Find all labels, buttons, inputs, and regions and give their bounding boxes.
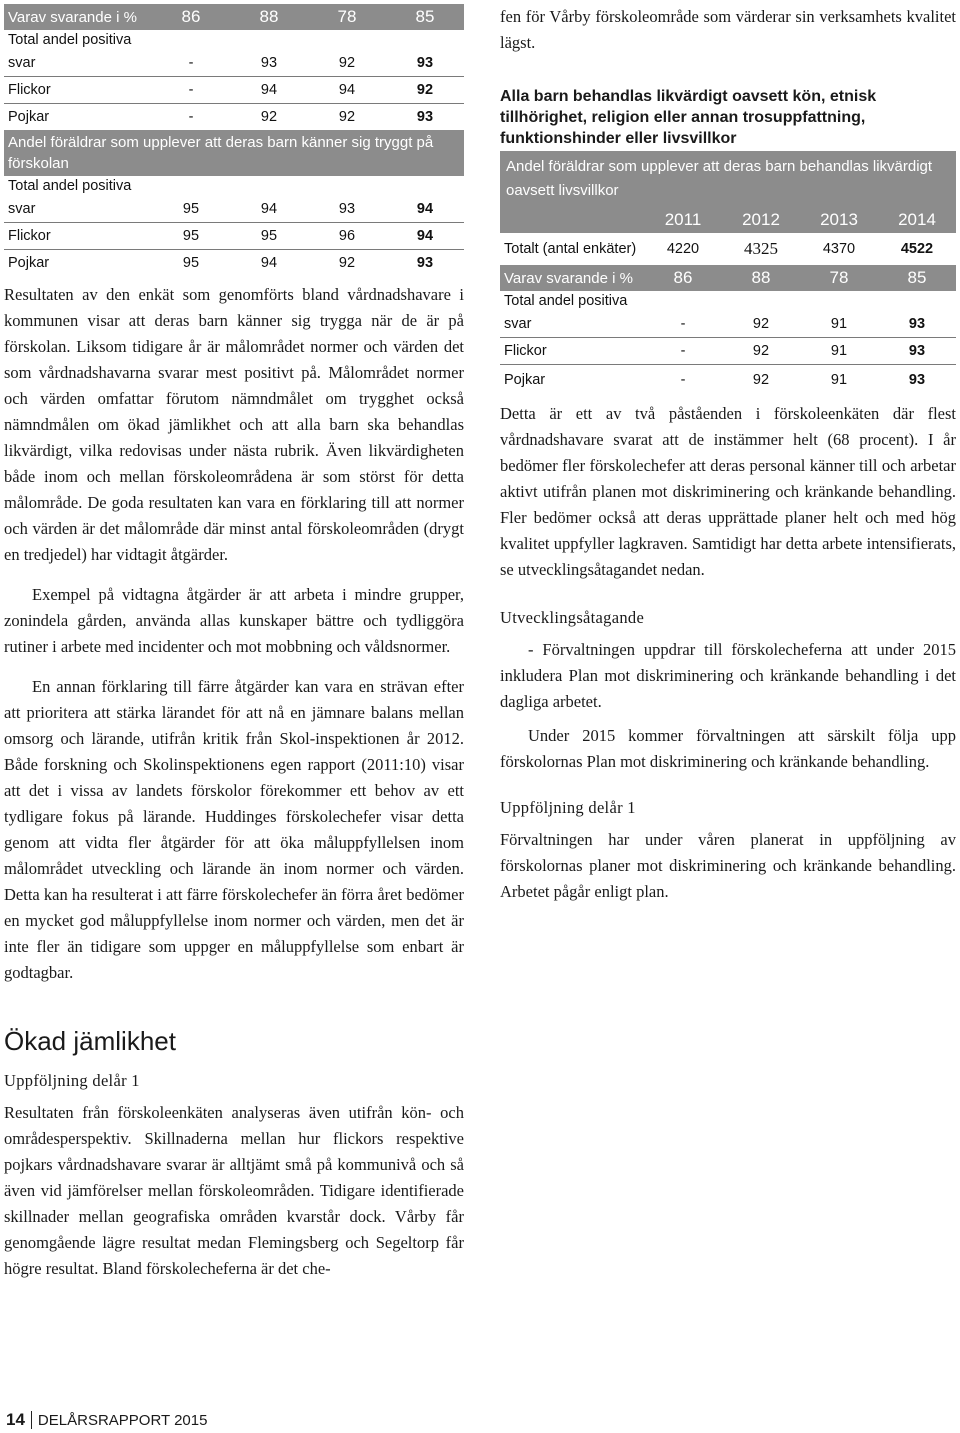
cell: -: [152, 77, 230, 104]
body-paragraph: Exempel på vidtagna åtgärder är att arbeta i mindre grupper, zonindela gården, använda allas kunskaper bättre och tydliggöra rutiner i arbete med incidenter och mot mobbning och våldsnormer.: [4, 585, 464, 656]
cell: 95: [152, 196, 230, 223]
section-heading: Alla barn behandlas likvärdigt oavsett kön, etnisk tillhörighet, religion eller annan trosuppfattning, funktionshinder eller livsvillkor: [500, 88, 877, 147]
cell: 4370: [822, 241, 856, 257]
year-header: 2012: [722, 207, 800, 233]
cell: 94: [386, 223, 464, 250]
cell: 93: [386, 50, 464, 77]
year-header: 2014: [878, 207, 956, 233]
body-paragraph: Resultaten av den enkät som genomförts bland vårdnadshavare i kommunen visar att deras barn känner sig trygga när de är på förskolan. Liksom tidigare år är målområdet normer och värden det som vårdnadshavarna svarar mest positivt på. Målområdet normer och värden omfattar förutom nämndmålet om trygghet också nämndmålen om ökad jämlikhet och att alla barn ska behandlas likvärdigt, vilka redovisas under nästa rubrik. Även likvärdigheten både inom och mellan förskoleområdena är som störst för detta målområde. De goda resultaten kan vara en förklaring till att normer och värden är det målområde där minst antal förskoleområden (drygt en tredjedel) har vidtagit åtgärder.: [4, 285, 464, 564]
cell: 95: [182, 255, 200, 271]
cell: 96: [308, 223, 386, 250]
table-row: [500, 338, 956, 365]
cell: 93: [878, 338, 956, 365]
body-paragraph: Förvaltningen har under våren planerat in uppföljning av förskolornas planer mot diskriminering och kränkande behandling. Arbetet pågår enligt plan.: [500, 829, 956, 901]
page-footer: [6, 1411, 207, 1429]
table-header-value: 78: [308, 4, 386, 30]
cell: 93: [416, 255, 434, 271]
subsection-heading: Utvecklingsåtagande: [500, 607, 645, 627]
cell: 4325: [744, 239, 778, 258]
cell: 91: [800, 311, 878, 338]
cell: 91: [830, 371, 848, 388]
section-heading: Ökad jämlikhet: [4, 1026, 176, 1056]
row-label-top: Total andel positiva: [4, 176, 464, 196]
row-label: Flickor: [4, 77, 152, 104]
table-header-value: 78: [800, 265, 878, 291]
cell: -: [152, 50, 230, 77]
table-row: [4, 50, 464, 77]
year-header: 2011: [644, 207, 722, 233]
row-label: svar: [4, 196, 152, 223]
cell: 93: [908, 371, 926, 388]
cell: 95: [152, 223, 230, 250]
report-title: DELÅRSRAPPORT 2015: [37, 1411, 208, 1429]
table-header-label: Varav svarande i %: [4, 4, 152, 30]
cell: 92: [386, 77, 464, 104]
table-header-value: 86: [152, 4, 230, 30]
cell: 94: [230, 196, 308, 223]
table-row: [4, 223, 464, 250]
cell: -: [188, 109, 194, 125]
cell: 92: [722, 338, 800, 365]
table-row: [500, 365, 956, 395]
row-label: svar: [500, 311, 644, 338]
subsection-heading: Uppföljning delår 1: [4, 1071, 140, 1090]
body-paragraph: Under 2015 kommer förvaltningen att särskilt följa upp förskolornas Plan mot diskriminering och kränkande behandling.: [500, 725, 956, 771]
row-label: Pojkar: [504, 371, 546, 388]
cell: 94: [308, 77, 386, 104]
year-header: 2013: [800, 207, 878, 233]
cell: 92: [338, 109, 356, 125]
cell: 4522: [900, 241, 934, 257]
body-paragraph: Resultaten från förskoleenkäten analyseras även utifrån kön- och områdesperspektiv. Skillnaderna mellan hur flickors respektive pojkars vårdnadshavare svarar är alltjämt små på kommunivå och så även vid jämförelser mellan förskoleområden. Tidigare identifierade skillnader mellan geografiska områden kvarstår dock. Vårby får genomgående lägre resultat medan Flemingsberg och Segeltorp får högre resultat. Bland förskolecheferna är det che-: [4, 1103, 464, 1278]
cell: 94: [230, 77, 308, 104]
row-label-top: Total andel positiva: [4, 30, 464, 50]
cell: -: [644, 311, 722, 338]
table-row: [4, 196, 464, 223]
cell: 92: [260, 109, 278, 125]
table-header-value: 88: [230, 4, 308, 30]
table-header-value: 85: [878, 265, 956, 291]
right-column: [500, 4, 956, 905]
cell: 95: [230, 223, 308, 250]
body-paragraph: - Förvaltningen uppdrar till förskolecheferna att under 2015 inkludera Plan mot diskriminering och kränkande behandling i det dagliga arbetet.: [500, 639, 956, 711]
cell: 93: [308, 196, 386, 223]
row-label-top: Total andel positiva: [500, 291, 956, 311]
body-paragraph: Detta är ett av två påståenden i förskoleenkäten där flest vårdnadshavare svarat att de instämmer helt (68 procent). I år bedömer fler förskolechefer att deras personal känner till och arbetar aktivt utifrån planen mot diskriminering och kränkande behandling. Fler bedömer också att deras upprättade planer helt och med hög kvalitet uppfyller lagkraven. Samtidigt har detta arbete intensifierats, se utvecklingsåtagandet nedan.: [500, 403, 956, 579]
cell: 92: [752, 371, 770, 388]
table-row: [4, 77, 464, 104]
cell: 93: [416, 109, 434, 125]
table-header-value: 88: [722, 265, 800, 291]
cell: 93: [878, 311, 956, 338]
page-number: 14: [6, 1411, 32, 1429]
table-header-value: 86: [644, 265, 722, 291]
row-label: Pojkar: [8, 255, 50, 271]
row-label: svar: [4, 50, 152, 77]
table-section-title: Andel föräldrar som upplever att deras barn känner sig tryggt på förskolan: [4, 130, 464, 176]
table-row: [4, 250, 464, 277]
cell: -: [680, 371, 686, 388]
table-header-value: 85: [386, 4, 464, 30]
left-column: [4, 4, 464, 1282]
cell: 91: [800, 338, 878, 365]
row-label: Totalt (antal enkäter): [504, 241, 637, 257]
table-title: Andel föräldrar som upplever att deras barn behandlas likvärdigt oavsett livsvillkor: [500, 151, 956, 207]
subsection-heading: Uppföljning delår 1: [500, 797, 636, 817]
cell: 94: [260, 255, 278, 271]
cell: 93: [230, 50, 308, 77]
table-row: [4, 104, 464, 131]
cell: 4220: [666, 241, 700, 257]
row-label: Pojkar: [8, 109, 50, 125]
row-label: Flickor: [4, 223, 152, 250]
cell: 92: [308, 50, 386, 77]
body-paragraph: fen för Vårby förskoleområde som värderar sin verksamhets kvalitet lägst.: [500, 7, 956, 52]
table-row: [500, 311, 956, 338]
cell: 92: [338, 255, 356, 271]
left-stats-table: [4, 4, 464, 276]
cell: -: [644, 338, 722, 365]
cell: 94: [386, 196, 464, 223]
table-header-label: Varav svarande i %: [500, 265, 644, 291]
table-row: [500, 233, 956, 265]
body-paragraph: En annan förklaring till färre åtgärder kan vara en strävan efter att prioritera att stärka lärandet för att nå en jämnare balans mellan omsorg och lärande, utifrån kritik från Skol-inspektionen år 2012. Både forskning och Skolinspektionens egen rapport (2011:10) visar att det i vissa av landets förskolor förekommer ett behov av ett tydligare fokus på lärande. Huddinges förskolechefer visar detta genom att vidta fler åtgärder för att öka måluppfyllelsen inom målområdet utveckling och lärande än inom normer och värden. Detta kan ha resulterat i att färre förskolechefer än förra året bedömer en mycket god måluppfyllelse inom normer och värden, men det är inte fler än tidigare som uppger en måluppfyllelse som enbart är godtagbar.: [4, 677, 464, 982]
empty-cell: [500, 207, 644, 233]
cell: 92: [722, 311, 800, 338]
right-stats-table: [500, 151, 956, 395]
row-label: Flickor: [500, 338, 644, 365]
